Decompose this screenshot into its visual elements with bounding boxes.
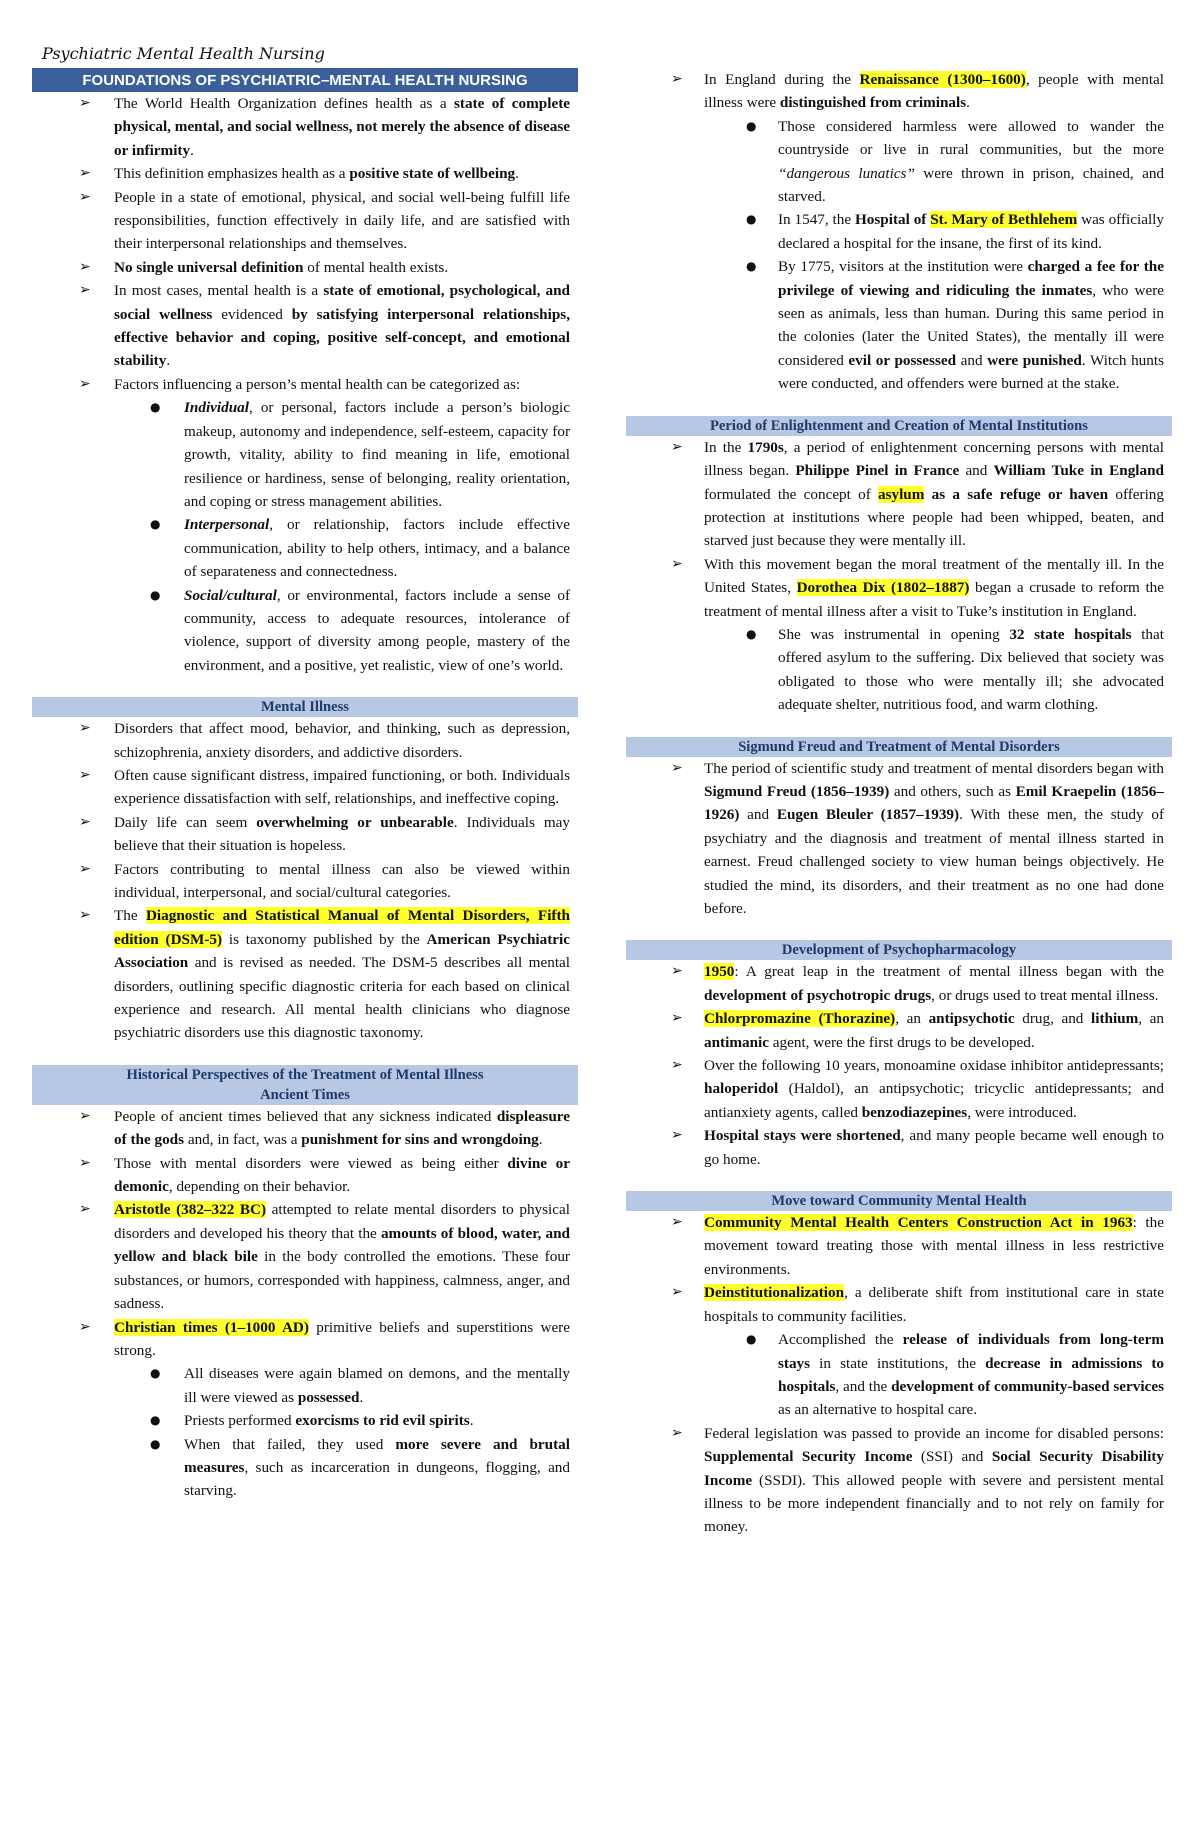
highlighted-text: Christian times (1–1000 AD) [114,1318,309,1336]
list-item [32,1198,578,1315]
ancient-heading: Ancient Times [32,1085,578,1105]
text: and others, such as [889,782,1016,800]
list-item [32,513,578,583]
renaissance-list [626,115,1172,396]
arrow-bullet-icon: ➢ [79,375,91,392]
list-item [32,92,578,162]
text: She was instrumental in opening [778,625,1010,643]
arrow-bullet-icon: ➢ [79,1107,91,1124]
text: . [359,1388,364,1406]
list-item [626,255,1172,395]
arrow-bullet-icon: ➢ [671,1424,683,1441]
text: , an [1138,1010,1164,1028]
arrow-bullet-icon: ➢ [671,1010,683,1027]
text: Federal legislation was passed to provide an income for disabled persons: [704,1424,1164,1442]
text: and is revised as needed. The DSM-5 describes all mental disorders, outlining specific diagnostic criteria for each based on clinical experience and research. All mental health clinicians who diagnose psychiatric disorders use this diagnostic taxonomy. [114,954,570,1042]
list-item [32,717,578,764]
highlighted-text: asylum [877,485,925,503]
bold-text: as a safe refuge or haven [924,485,1109,503]
text: is taxonomy published by the [222,930,427,948]
arrow-bullet-icon: ➢ [79,188,91,205]
text: : the movement toward treating those with mental illness in less restrictive environments. [704,1214,1164,1278]
text: . Witch hunts were conducted, and offenders were burned at the stake. [778,351,1164,393]
bold-text: exorcisms to rid evil spirits [295,1412,470,1430]
bold-text: Sigmund Freud (1856–1939) [704,782,890,800]
text: attempted to relate mental disorders to physical disorders and developed his theory that the [114,1201,570,1242]
bold-text: antipsychotic [928,1010,1015,1028]
text: began a crusade to reform the treatment of mental illness after a visit to Tuke’s institution in England. [704,579,1165,620]
text: Those considered harmless were allowed to wander the countryside or live in rural communities, but the more [778,117,1164,159]
text: agent, were the first drugs to be developed. [768,1033,1035,1051]
arrow-bullet-icon: ➢ [79,95,91,111]
left-column [32,68,578,1503]
text: (SSDI). This allowed people with severe and persistent mental illness to be more independent financially and to not rely on family for money. [704,1471,1164,1536]
list-item [626,208,1172,255]
text: in state institutions, the [810,1354,986,1372]
text: . Individuals may believe that their situation is hopeless. [114,813,571,855]
text: With this movement began the moral treatment of the mentally ill. In the United States, [704,555,1164,597]
bullet-dot-icon: ● [150,1413,161,1428]
list-item [626,436,1172,553]
christian-list [32,1362,578,1502]
bullet-dot-icon: ● [746,212,757,227]
text: , a deliberate shift from institutional care in state hospitals to community facilities. [704,1284,1164,1325]
bold-text: amounts of blood, water, and yellow and black bile [114,1224,570,1266]
mental-illness-heading: Mental Illness [32,697,578,717]
list-item [626,1211,1172,1281]
text: The period of scientific study and treatment of mental disorders began with [704,759,1164,777]
federal-list [626,1422,1172,1539]
arrow-bullet-icon: ➢ [671,555,683,572]
bold-text: possessed [297,1388,360,1406]
historical-heading: Historical Perspectives of the Treatment of Mental Illness [32,1065,578,1085]
text: drug, and [1014,1010,1091,1028]
text: , or personal, factors include a person’s biologic makeup, autonomy and independence, self-esteem, capacity for growth, vitality, ability to find meaning in life, emotional resilience or hardiness, sense of belonging, reality orientation, and coping or stress management abilities. [184,399,570,510]
italic-term: Social/cultural [184,586,277,604]
freud-list [626,757,1172,921]
text: Those with mental disorders were viewed as being either [114,1154,508,1172]
arrow-bullet-icon: ➢ [79,165,91,182]
text: This definition emphasizes health as a [114,165,350,183]
text: (Haldol), an antipsychotic; tricyclic antidepressants; and antianxiety agents, called [704,1080,1164,1121]
arrow-bullet-icon: ➢ [79,258,91,275]
highlighted-text: Aristotle (382–322 BC) [114,1201,267,1219]
text: : A great leap in the treatment of mental illness began with the [734,963,1164,981]
arrow-bullet-icon: ➢ [671,1057,683,1074]
text: , who were seen as animals, less than human. During this same period in the colonies (later the United States), the mentally ill were considered [778,281,1164,369]
text: primitive beliefs and superstitions were strong. [114,1318,570,1359]
text: In the [704,438,748,456]
text: All diseases were again blamed on demons, and the mentally ill were viewed as [184,1365,570,1406]
bullet-dot-icon: ● [150,587,161,602]
arrow-bullet-icon: ➢ [671,1284,683,1301]
list-item [626,1422,1172,1539]
text: , or relationship, factors include effective communication, ability to help others, intimacy, and a balance of separateness and connectedness. [184,516,570,581]
arrow-bullet-icon: ➢ [79,907,91,924]
list-item [32,373,578,396]
list-item [32,162,578,185]
ancient-list [32,1105,578,1362]
text: , a period of enlightenment concerning persons with mental illness began. [704,438,1164,480]
highlighted-text: Chlorpromazine (Thorazine) [704,1010,896,1028]
bullet-dot-icon: ● [746,259,757,274]
text: was officially declared a hospital for the insane, the first of its kind. [778,211,1164,252]
text: . [966,94,970,112]
arrow-bullet-icon: ➢ [671,71,683,87]
bold-text: divine or demonic [114,1154,570,1196]
list-item [32,256,578,279]
text: Disorders that affect mood, behavior, and thinking, such as depression, schizophrenia, anxiety disorders, and addictive disorders. [114,720,570,761]
bold-text: benzodiazepines [861,1103,968,1121]
text: In England during the [704,71,860,88]
arrow-bullet-icon: ➢ [671,438,683,455]
list-item [32,1409,578,1432]
italic-text: “dangerous lunatics” [778,164,915,182]
bold-text: Emil Kraepelin (1856–1926) [704,782,1164,824]
text: and [739,806,777,824]
arrow-bullet-icon: ➢ [79,766,91,783]
list-item [626,68,1172,115]
text: Often cause significant distress, impaired functioning, or both. Individuals experience dissatisfaction with self, relationships, and ineffective coping. [114,766,570,808]
bold-text: state of emotional, psychological, and social wellness [114,282,570,323]
text: The [114,907,146,925]
list-item [626,1054,1172,1124]
community-list [626,1211,1172,1328]
text: . [538,1131,543,1149]
text: , people with mental illness were [704,71,1164,112]
arrow-bullet-icon: ➢ [79,1318,91,1335]
arrow-bullet-icon: ➢ [671,759,683,776]
list-item [32,186,578,256]
list-item [626,1007,1172,1054]
arrow-bullet-icon: ➢ [79,813,91,830]
bold-text: charged a fee for the privilege of viewing and ridiculing the inmates [778,258,1164,299]
enlightenment-list [626,436,1172,623]
mental-illness-list [32,717,578,1045]
text: , an [895,1010,929,1028]
list-item [32,396,578,513]
list-item [626,623,1172,717]
arrow-bullet-icon: ➢ [79,1154,91,1171]
text: In most cases, mental health is a [114,282,324,300]
bold-text: development of psychotropic drugs [704,986,932,1004]
list-item [626,960,1172,1007]
list-item [32,858,578,905]
arrow-bullet-icon: ➢ [79,860,91,877]
bullet-dot-icon: ● [746,1332,757,1347]
community-heading: Move toward Community Mental Health [626,1191,1172,1211]
text: By 1775, visitors at the institution were [778,258,1028,276]
text: . [190,141,194,159]
bold-text: more severe and brutal measures [184,1435,570,1476]
psychopharmacology-heading: Development of Psychopharmacology [626,940,1172,960]
bold-text: positive state of wellbeing [349,165,516,183]
text: Daily life can seem [114,813,257,831]
bullet-dot-icon: ● [150,400,161,415]
text: . With these men, the study of psychiatry and the diagnosis and treatment of mental illness started in earnest. Freud challenged society to view human beings objectively. He studied the mind, its disorders, and their treatment as no one had done before. [704,806,1164,917]
text: People of ancient times believed that any sickness indicated [114,1107,497,1125]
list-item [626,757,1172,921]
text: (SSI) and [912,1448,992,1466]
list-item [32,764,578,811]
bold-text: Philippe Pinel in France [795,462,960,480]
bold-text: lithium [1091,1010,1139,1028]
bold-text: Social Security Disability Income [704,1448,1164,1489]
arrow-bullet-icon: ➢ [79,282,91,299]
bullet-dot-icon: ● [150,517,161,532]
bold-text: overwhelming or unbearable [256,813,454,831]
italic-term: Interpersonal [184,516,270,534]
bold-text: Eugen Bleuler (1857–1939) [776,806,960,824]
bold-text: No single universal definition [114,258,304,276]
psychopharmacology-list [626,960,1172,1171]
dix-list [626,623,1172,717]
text: , and the [835,1377,892,1395]
list-item [626,1281,1172,1328]
highlighted-text: Community Mental Health Centers Construction Act in 1963 [704,1214,1133,1232]
list-item [32,811,578,858]
list-item [626,1124,1172,1171]
list-item [32,1105,578,1152]
text: and [959,462,994,480]
bold-text: distinguished from criminals [779,94,967,112]
list-item [626,553,1172,623]
bold-text: displeasure of the gods [114,1107,570,1149]
bold-text: 32 state hospitals [1009,625,1132,643]
text: , such as incarceration in dungeons, flogging, and starving. [184,1458,570,1500]
freud-heading: Sigmund Freud and Treatment of Mental Disorders [626,737,1172,757]
highlighted-text: Dorothea Dix (1802–1887) [796,579,970,597]
bold-text: by satisfying interpersonal relationships, effective behavior and coping, positive self-concept, and emotional stability [114,305,571,370]
text: People in a state of emotional, physical, and social well-being fulfill life responsibilities, function effectively in daily life, and are satisfied with their interpersonal relationships and themselves. [114,188,570,253]
bold-text: release of individuals from long-term stays [778,1331,1164,1372]
text: and, in fact, was a [184,1131,302,1149]
text: Priests performed [184,1412,296,1430]
text: . [166,352,171,370]
list-item [626,115,1172,209]
text: , depending on their behavior. [168,1178,351,1196]
list-item [626,1328,1172,1422]
text: that offered asylum to the suffering. Dix believed that society was obligated to those who were mentally ill; she advocated adequate shelter, nutritious food, and warm clothing. [778,625,1164,714]
bold-text: William Tuke in England [993,462,1164,480]
page-header: Psychiatric Mental Health Nursing [42,44,325,63]
bold-text: state of complete physical, mental, and social wellness, not merely the absence of disease or infirmity [114,95,570,159]
highlighted-text: St. Mary of Bethlehem [930,211,1078,229]
text: Over the following 10 years, monoamine oxidase inhibitor antidepressants; [704,1057,1164,1075]
highlighted-text: Renaissance (1300–1600) [859,71,1026,88]
bullet-dot-icon: ● [746,118,757,133]
list-item [32,1433,578,1503]
italic-term: Individual [184,399,249,417]
text: , and many people became well enough to go home. [704,1127,1164,1168]
list-item [32,1316,578,1363]
bold-text: haloperidol [704,1080,779,1098]
text: , or drugs used to treat mental illness. [931,986,1159,1004]
bold-text: Hospital of [854,211,931,229]
list-item [32,1362,578,1409]
bold-text: evil or possessed [848,351,957,369]
main-title: FOUNDATIONS OF PSYCHIATRIC–MENTAL HEALTH NURSING [32,68,578,92]
text: . [515,165,519,183]
bullet-dot-icon: ● [150,1436,161,1451]
text: evidenced [212,305,292,323]
list-item [32,584,578,678]
arrow-bullet-icon: ➢ [79,1201,91,1218]
bold-text: punishment for sins and wrongdoing [301,1131,539,1149]
text: , or environmental, factors include a sense of community, access to adequate resources, intolerance of violence, support of diversity among people, mastery of the environment, and a positive, yet realistic, view of one’s world. [184,586,570,674]
bold-text: Hospital stays were shortened [704,1127,901,1145]
factors-list [32,396,578,677]
highlighted-text: Diagnostic and Statistical Manual of Mental Disorders, Fifth edition (DSM-5) [114,907,570,948]
text: In 1547, the [778,211,855,229]
text: Accomplished the [778,1331,903,1349]
arrow-bullet-icon: ➢ [671,963,683,980]
highlighted-text: Deinstitutionalization [704,1284,845,1302]
bold-text: development of community-based services [891,1377,1164,1395]
text: of mental health exists. [303,258,449,276]
bold-text: decrease in admissions to hospitals [778,1354,1164,1395]
text: , were introduced. [967,1103,1077,1121]
arrow-bullet-icon: ➢ [671,1127,683,1144]
list-item [32,1152,578,1199]
list-item [32,279,578,373]
text: The World Health Organization defines health as a [114,95,454,112]
text: and [956,351,988,369]
foundations-list [32,92,578,396]
text: . [469,1412,474,1430]
arrow-bullet-icon: ➢ [671,1214,683,1231]
text: When that failed, they used [184,1435,396,1453]
text: were thrown in prison, chained, and starved. [778,164,1165,206]
bold-text: American Psychiatric Association [114,930,570,972]
text: offering protection at institutions where people had been whipped, beaten, and starved just because they were mentally ill. [704,485,1164,550]
highlighted-text: 1950 [704,963,735,981]
bullet-dot-icon: ● [746,626,757,641]
bold-text: 1790s [747,438,784,456]
england-list [626,68,1172,115]
text: Factors contributing to mental illness can also be viewed within individual, interpersonal, and social/cultural categories. [114,860,570,901]
text: as an alternative to hospital care. [778,1401,978,1419]
bullet-dot-icon: ● [150,1366,161,1381]
bold-text: antimanic [704,1033,769,1051]
deinstitutionalization-list [626,1328,1172,1422]
list-item [32,904,578,1044]
bold-text: Supplemental Security Income [704,1448,913,1466]
text: formulated the concept of [704,485,878,503]
bold-text: were punished [987,351,1082,369]
enlightenment-heading: Period of Enlightenment and Creation of Mental Institutions [626,416,1172,436]
right-column [626,68,1172,1539]
text: in the body controlled the emotions. These four substances, or humors, corresponded with happiness, calmness, anger, and sadness. [114,1248,570,1313]
arrow-bullet-icon: ➢ [79,720,91,737]
text: Factors influencing a person’s mental health can be categorized as: [114,375,521,393]
